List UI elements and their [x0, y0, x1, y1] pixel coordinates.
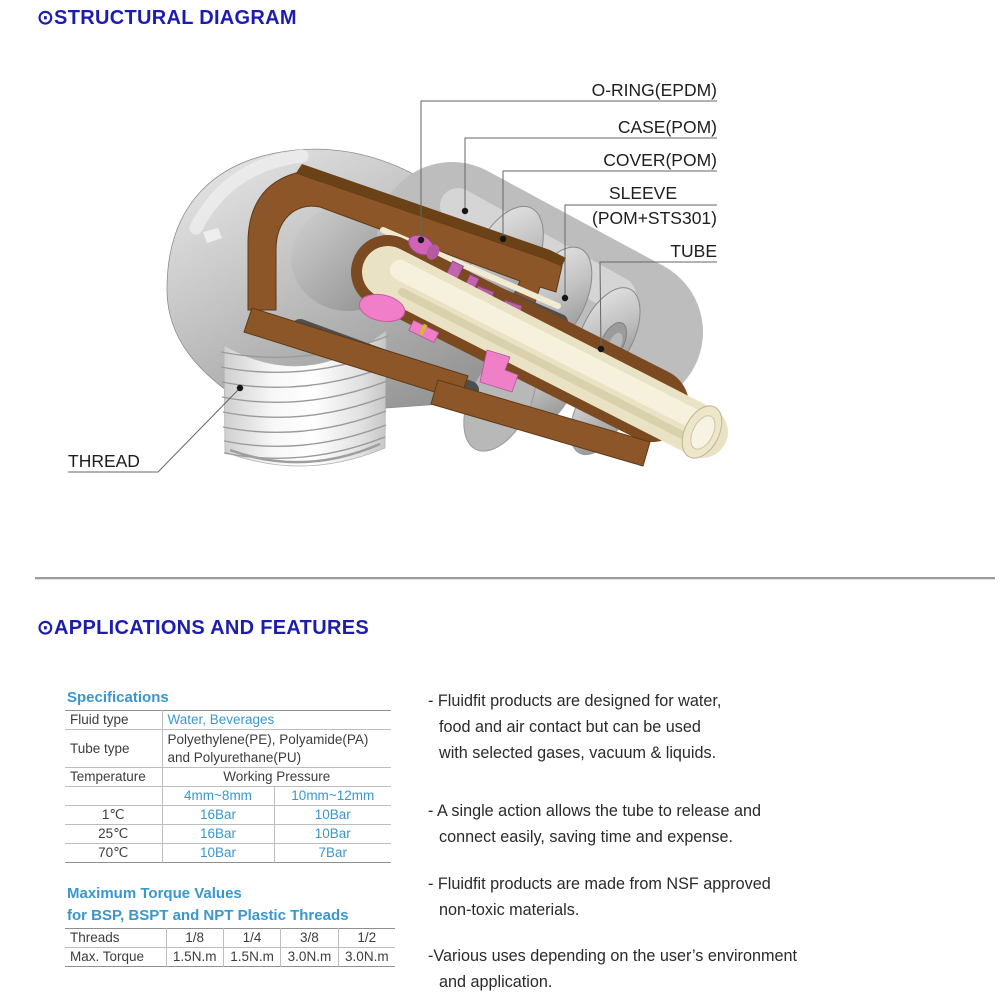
fluid-type-label: Fluid type [70, 712, 129, 727]
feature-line: - Fluidfit products are made from NSF approved [428, 875, 771, 893]
table-row [65, 730, 391, 768]
section-divider [35, 577, 995, 579]
torque-title-line2: for BSP, BSPT and NPT Plastic Threads [67, 907, 349, 924]
feature-line: connect easily, saving time and expense. [439, 828, 733, 846]
torque-title-line1: Maximum Torque Values [67, 885, 242, 902]
label-o-ring: O-RING(EPDM) [591, 80, 717, 100]
table-row [65, 787, 391, 806]
feature-line: food and air contact but can be used [439, 718, 701, 736]
working-pressure-label: Working Pressure [162, 768, 391, 787]
max-torque-label: Max. Torque [65, 948, 166, 967]
size-column-large: 10mm~12mm [274, 787, 391, 806]
label-thread: THREAD [68, 451, 140, 471]
feature-line: with selected gases, vacuum & liquids. [439, 744, 717, 762]
label-tube: TUBE [670, 241, 717, 261]
applications-features-heading: ⊙APPLICATIONS AND FEATURES [37, 617, 369, 639]
pressure-cell: 10Bar [274, 825, 391, 844]
table-row [65, 711, 391, 730]
fluid-type-value: Water, Beverages [162, 711, 391, 730]
empty-cell [65, 787, 162, 806]
label-case: CASE(POM) [617, 117, 717, 137]
temperature-label: Temperature [65, 768, 162, 787]
table-row [65, 825, 391, 844]
label-cover: COVER(POM) [603, 150, 717, 170]
list-item [428, 798, 998, 850]
torque-value: 3.0N.m [338, 948, 395, 967]
table-row [65, 948, 395, 967]
features-list [428, 688, 998, 995]
torque-block [65, 884, 395, 967]
thread-size: 1/2 [338, 929, 395, 948]
feature-line: non-toxic materials. [439, 901, 580, 919]
specifications-title: Specifications [67, 689, 169, 706]
tube-type-label: Tube type [65, 730, 162, 768]
table-row [65, 806, 391, 825]
temp-cell: 25℃ [65, 825, 162, 844]
pressure-cell: 16Bar [162, 825, 274, 844]
pressure-cell: 7Bar [274, 844, 391, 863]
torque-value: 3.0N.m [281, 948, 338, 967]
specifications-table [65, 710, 391, 863]
feature-line: - Fluidfit products are designed for water, [428, 692, 722, 710]
size-column-small: 4mm~8mm [162, 787, 274, 806]
thread-size: 3/8 [281, 929, 338, 948]
threads-label: Threads [70, 930, 120, 945]
structural-diagram-heading: ⊙STRUCTURAL DIAGRAM [37, 7, 297, 29]
table-row [65, 929, 395, 948]
list-item [428, 943, 998, 995]
pressure-cell: 10Bar [274, 806, 391, 825]
torque-value: 1.5N.m [166, 948, 223, 967]
feature-line: - A single action allows the tube to release and [428, 802, 761, 820]
table-row [65, 768, 391, 787]
tube-type-value: Polyethylene(PE), Polyamide(PA) and Polyurethane(PU) [162, 730, 391, 768]
thread-size: 1/8 [166, 929, 223, 948]
feature-line: -Various uses depending on the user’s environment [428, 947, 797, 965]
list-item [428, 688, 998, 766]
temp-cell: 1℃ [65, 806, 162, 825]
temp-cell: 70℃ [65, 844, 162, 863]
thread-size: 1/4 [223, 929, 280, 948]
label-sleeve: SLEEVE [608, 183, 678, 203]
table-row [65, 844, 391, 863]
torque-value: 1.5N.m [223, 948, 280, 967]
pressure-cell: 10Bar [162, 844, 274, 863]
torque-table [65, 928, 395, 967]
pressure-cell: 16Bar [162, 806, 274, 825]
specifications-block [65, 688, 391, 863]
feature-line: and application. [439, 973, 553, 991]
list-item [428, 871, 998, 923]
label-sleeve-material: (POM+STS301) [592, 208, 717, 228]
